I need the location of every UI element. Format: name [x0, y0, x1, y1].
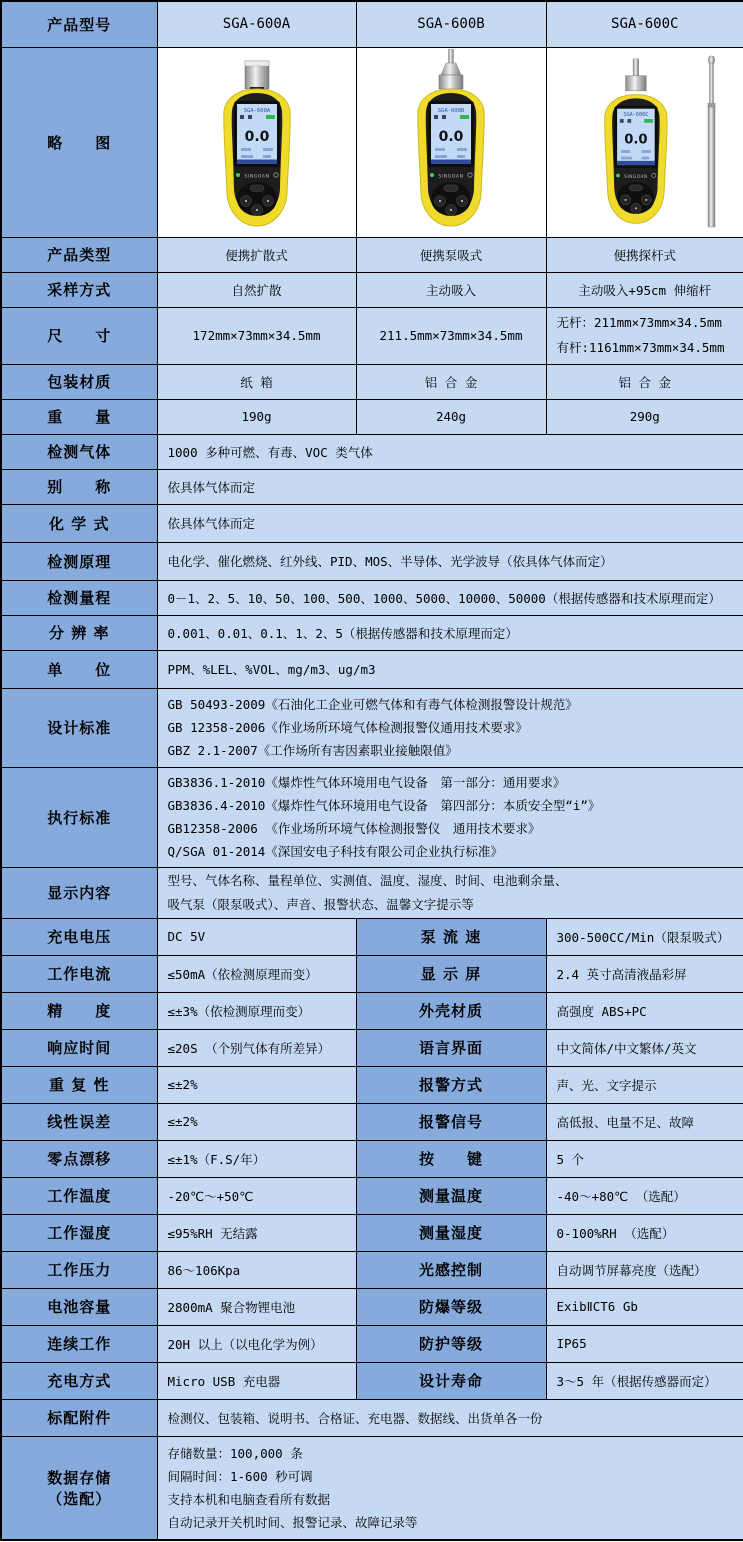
- fan-icon: [248, 115, 252, 119]
- row-label: 按 键: [356, 1140, 546, 1177]
- screen-model-text: SGA-600B: [437, 108, 465, 114]
- row-label: 包装材质: [1, 364, 157, 399]
- screen-model-text: SGA-600C: [623, 112, 649, 119]
- speaker-icon: [620, 119, 624, 123]
- row-value: 1000 多种可燃、有毒、VOC 类气体: [157, 434, 743, 469]
- row-label: 化 学 式: [1, 504, 157, 542]
- row-working-humidity-measure-humidity: [1, 1214, 743, 1251]
- row-data-storage: [1, 1436, 743, 1540]
- row-value: ExibⅡCT6 Gb: [546, 1288, 743, 1325]
- row-label: 重 量: [1, 399, 157, 434]
- row-value: Micro USB 充电器: [157, 1362, 356, 1399]
- row-label: 报警方式: [356, 1066, 546, 1103]
- model-name-b: SGA-600B: [356, 1, 546, 47]
- row-label: 零点漂移: [1, 1140, 157, 1177]
- row-charge-method-design-life: [1, 1362, 743, 1399]
- row-resolution: [1, 615, 743, 650]
- standard-line: GB3836.1-2010《爆炸性气体环境用电气设备 第一部分：通用要求》: [167, 774, 566, 790]
- device-screen: [614, 106, 657, 168]
- row-label: 标配附件: [1, 1399, 157, 1436]
- standard-line: GB 12358-2006《作业场所环境气体检测报警仪通用技术要求》: [167, 719, 528, 735]
- pump-probe-icon: [439, 49, 463, 89]
- row-value: 211.5mm×73mm×34.5mm: [356, 307, 546, 364]
- device-image-cell-b: [356, 47, 546, 237]
- row-value: [157, 1436, 743, 1540]
- row-working-pressure-light-sensor: [1, 1251, 743, 1288]
- row-label: 语言界面: [356, 1029, 546, 1066]
- row-value: [546, 307, 743, 364]
- row-value: [157, 688, 743, 767]
- device-screen: [234, 101, 280, 167]
- row-label: 充电电压: [1, 918, 157, 955]
- row-chemical-formula: [1, 504, 743, 542]
- storage-label-line: （选配）: [47, 1489, 112, 1508]
- row-label: 显示内容: [1, 867, 157, 918]
- row-value: 190g: [157, 399, 356, 434]
- row-weight: [1, 399, 743, 434]
- row-model-header: [1, 1, 743, 47]
- status-led: [236, 173, 240, 177]
- row-standard-accessories: [1, 1399, 743, 1436]
- row-label: 测量温度: [356, 1177, 546, 1214]
- standard-line: Q/SGA 01-2014《深国安电子科技有限公司企业执行标准》: [167, 844, 503, 860]
- standard-line: GB3836.4-2010《爆炸性气体环境用电气设备 第四部分：本质安全型“i”》: [167, 797, 601, 813]
- fan-icon: [442, 115, 446, 119]
- row-label: 报警信号: [356, 1103, 546, 1140]
- storage-label-line: 数据存储: [47, 1468, 112, 1487]
- row-label: 防爆等级: [356, 1288, 546, 1325]
- row-value: 240g: [356, 399, 546, 434]
- speaker-icon: [434, 115, 438, 119]
- row-response-time-language: [1, 1029, 743, 1066]
- row-value: ≤±1%（F.S/年）: [157, 1140, 356, 1177]
- device-image-cell-a: [157, 47, 356, 237]
- row-detected-gases: [1, 434, 743, 469]
- row-value: 5 个: [546, 1140, 743, 1177]
- row-value: 290g: [546, 399, 743, 434]
- row-value: 0-100%RH （选配）: [546, 1214, 743, 1251]
- row-label: 产品类型: [1, 237, 157, 272]
- row-linearity-alarm-signal: [1, 1103, 743, 1140]
- standard-line: GBZ 2.1-2007《工作场所有害因素职业接触限值》: [167, 743, 458, 759]
- row-label: 检测气体: [1, 434, 157, 469]
- row-value: -20℃～+50℃: [157, 1177, 356, 1214]
- row-value: [157, 767, 743, 867]
- row-value: 高低报、电量不足、故障: [546, 1103, 743, 1140]
- standard-line: GB 50493-2009《石油化工企业可燃气体和有毒气体检测报警设计规范》: [167, 696, 578, 712]
- device-screen: [428, 101, 474, 167]
- row-value: DC 5V: [157, 918, 356, 955]
- row-value: 3～5 年（根据传感器而定）: [546, 1362, 743, 1399]
- row-alias: [1, 469, 743, 504]
- row-label: 泵 流 速: [356, 918, 546, 955]
- row-value: 86～106Kpa: [157, 1251, 356, 1288]
- row-value: ≤95%RH 无结露: [157, 1214, 356, 1251]
- screen-reading: 0.0: [438, 129, 464, 145]
- row-value: 检测仪、包装箱、说明书、合格证、充电器、数据线、出货单各一份: [157, 1399, 743, 1436]
- row-label: 响应时间: [1, 1029, 157, 1066]
- row-repeatability-alarm-mode: [1, 1066, 743, 1103]
- brand-label: SINGOAN: [623, 173, 648, 179]
- row-value: 声、光、文字提示: [546, 1066, 743, 1103]
- row-label: 精 度: [1, 992, 157, 1029]
- row-detection-principle: [1, 542, 743, 580]
- row-value: 2.4 英寸高清液晶彩屏: [546, 955, 743, 992]
- row-working-current-display: [1, 955, 743, 992]
- row-design-standards: [1, 688, 743, 767]
- row-value: 0.001、0.01、0.1、1、2、5（根据传感器和技术原理而定）: [157, 615, 743, 650]
- storage-detail-line: 支持本机和电脑查看所有数据: [167, 1491, 331, 1507]
- row-detection-range: [1, 580, 743, 615]
- row-label: 工作温度: [1, 1177, 157, 1214]
- telescopic-rod-icon: [707, 56, 715, 227]
- row-value: 172mm×73mm×34.5mm: [157, 307, 356, 364]
- row-label: [1, 1436, 157, 1540]
- brand-label: SINGOAN: [243, 174, 270, 180]
- row-value: 依具体气体而定: [157, 469, 743, 504]
- row-value: 主动吸入: [356, 272, 546, 307]
- device-illustration-sga-600b: [366, 49, 536, 235]
- screen-model-text: SGA-600A: [243, 108, 270, 114]
- row-label: 电池容量: [1, 1288, 157, 1325]
- row-value: 高强度 ABS+PC: [546, 992, 743, 1029]
- row-label: 测量湿度: [356, 1214, 546, 1251]
- row-value: 依具体气体而定: [157, 504, 743, 542]
- row-continuous-work-protection-rating: [1, 1325, 743, 1362]
- row-label: 分 辨 率: [1, 615, 157, 650]
- row-label: 防护等级: [356, 1325, 546, 1362]
- row-battery-explosion-rating: [1, 1288, 743, 1325]
- row-label: 设计寿命: [356, 1362, 546, 1399]
- row-label: 工作湿度: [1, 1214, 157, 1251]
- screen-reading: 0.0: [623, 132, 648, 148]
- storage-detail-line: 自动记录开关机时间、报警记录、故障记录等: [167, 1514, 418, 1530]
- row-value: ≤50mA（依检测原理而变）: [157, 955, 356, 992]
- model-name-c: SGA-600C: [546, 1, 743, 47]
- row-value: 中文简体/中文繁体/英文: [546, 1029, 743, 1066]
- row-label: 略 图: [1, 47, 157, 237]
- probe-icon: [625, 59, 646, 91]
- row-zero-drift-buttons: [1, 1140, 743, 1177]
- row-value: 2800mA 聚合物锂电池: [157, 1288, 356, 1325]
- row-label: 光感控制: [356, 1251, 546, 1288]
- row-units: [1, 650, 743, 688]
- battery-icon: [644, 119, 652, 123]
- row-value: 主动吸入+95cm 伸缩杆: [546, 272, 743, 307]
- row-value: 300-500CC/Min（限泵吸式）: [546, 918, 743, 955]
- row-value: 便携扩散式: [157, 237, 356, 272]
- sensor-cap-icon: [245, 61, 269, 91]
- row-packaging: [1, 364, 743, 399]
- screen-reading: 0.0: [244, 129, 269, 145]
- battery-icon: [266, 115, 275, 119]
- row-value: 铝 合 金: [356, 364, 546, 399]
- dimension-with-rod: 有杆:1161mm×73mm×34.5mm: [556, 339, 725, 355]
- row-execution-standards: [1, 767, 743, 867]
- row-value: [157, 867, 743, 918]
- row-charge-voltage-pump-flow: [1, 918, 743, 955]
- row-label: 检测量程: [1, 580, 157, 615]
- row-label: 单 位: [1, 650, 157, 688]
- status-led: [430, 173, 434, 177]
- row-label: 线性误差: [1, 1103, 157, 1140]
- row-label: 产品型号: [1, 1, 157, 47]
- device-illustration-sga-600c: [560, 49, 730, 235]
- row-accuracy-shell-material: [1, 992, 743, 1029]
- row-value: 电化学、催化燃烧、红外线、PID、MOS、半导体、光学波导（依具体气体而定）: [157, 542, 743, 580]
- row-value: 20H 以上（以电化学为例）: [157, 1325, 356, 1362]
- row-value: 便携探杆式: [546, 237, 743, 272]
- keypad-icon: [431, 182, 471, 216]
- row-value: -40～+80℃ （选配）: [546, 1177, 743, 1214]
- row-value: 自动调节屏幕亮度（选配）: [546, 1251, 743, 1288]
- speaker-icon: [240, 115, 244, 119]
- row-value: PPM、%LEL、%VOL、mg/m3、ug/m3: [157, 650, 743, 688]
- row-label: 工作电流: [1, 955, 157, 992]
- model-name-a: SGA-600A: [157, 1, 356, 47]
- standard-line: GB12358-2006 《作业场所环境气体检测报警仪 通用技术要求》: [167, 821, 541, 836]
- status-led: [616, 174, 620, 178]
- battery-icon: [460, 115, 469, 119]
- row-value: ≤±2%: [157, 1103, 356, 1140]
- keypad-icon: [237, 182, 277, 216]
- row-label: 显 示 屏: [356, 955, 546, 992]
- display-content-line: 吸气泵（限泵吸式）、声音、报警状态、温馨文字提示等: [167, 896, 474, 912]
- dimension-without-rod: 无杆：211mm×73mm×34.5mm: [556, 315, 722, 331]
- row-label: 采样方式: [1, 272, 157, 307]
- row-label: 连续工作: [1, 1325, 157, 1362]
- row-value: 纸 箱: [157, 364, 356, 399]
- device-group: [604, 59, 667, 224]
- row-label: 检测原理: [1, 542, 157, 580]
- storage-detail-line: 间隔时间：1-600 秒可调: [167, 1468, 313, 1484]
- row-label: 执行标准: [1, 767, 157, 867]
- row-value: ≤20S （个别气体有所差异）: [157, 1029, 356, 1066]
- row-value: ≤±2%: [157, 1066, 356, 1103]
- row-label: 设计标准: [1, 688, 157, 767]
- row-dimensions: [1, 307, 743, 364]
- row-value: ≤±3%（依检测原理而变）: [157, 992, 356, 1029]
- row-label: 充电方式: [1, 1362, 157, 1399]
- row-value: 自然扩散: [157, 272, 356, 307]
- row-display-content: [1, 867, 743, 918]
- device-image-cell-c: [546, 47, 743, 237]
- row-value: 便携泵吸式: [356, 237, 546, 272]
- keypad-icon: [617, 182, 655, 214]
- row-label: 工作压力: [1, 1251, 157, 1288]
- row-value: IP65: [546, 1325, 743, 1362]
- brand-label: SINGOAN: [438, 174, 464, 180]
- row-sketch: [1, 47, 743, 237]
- device-illustration-sga-600a: [172, 49, 342, 235]
- row-label: 尺 寸: [1, 307, 157, 364]
- fan-icon: [627, 119, 631, 123]
- display-content-line: 型号、气体名称、量程单位、实测值、温度、湿度、时间、电池剩余量、: [167, 873, 568, 889]
- row-working-temp-measure-temp: [1, 1177, 743, 1214]
- row-value: 铝 合 金: [546, 364, 743, 399]
- row-product-type: [1, 237, 743, 272]
- row-label: 重 复 性: [1, 1066, 157, 1103]
- row-sampling-method: [1, 272, 743, 307]
- row-label: 外壳材质: [356, 992, 546, 1029]
- row-label: 别 称: [1, 469, 157, 504]
- row-value: 0－1、2、5、10、50、100、500、1000、5000、10000、50000（根据传感器和技术原理而定）: [157, 580, 743, 615]
- storage-detail-line: 存储数量：100,000 条: [167, 1445, 303, 1461]
